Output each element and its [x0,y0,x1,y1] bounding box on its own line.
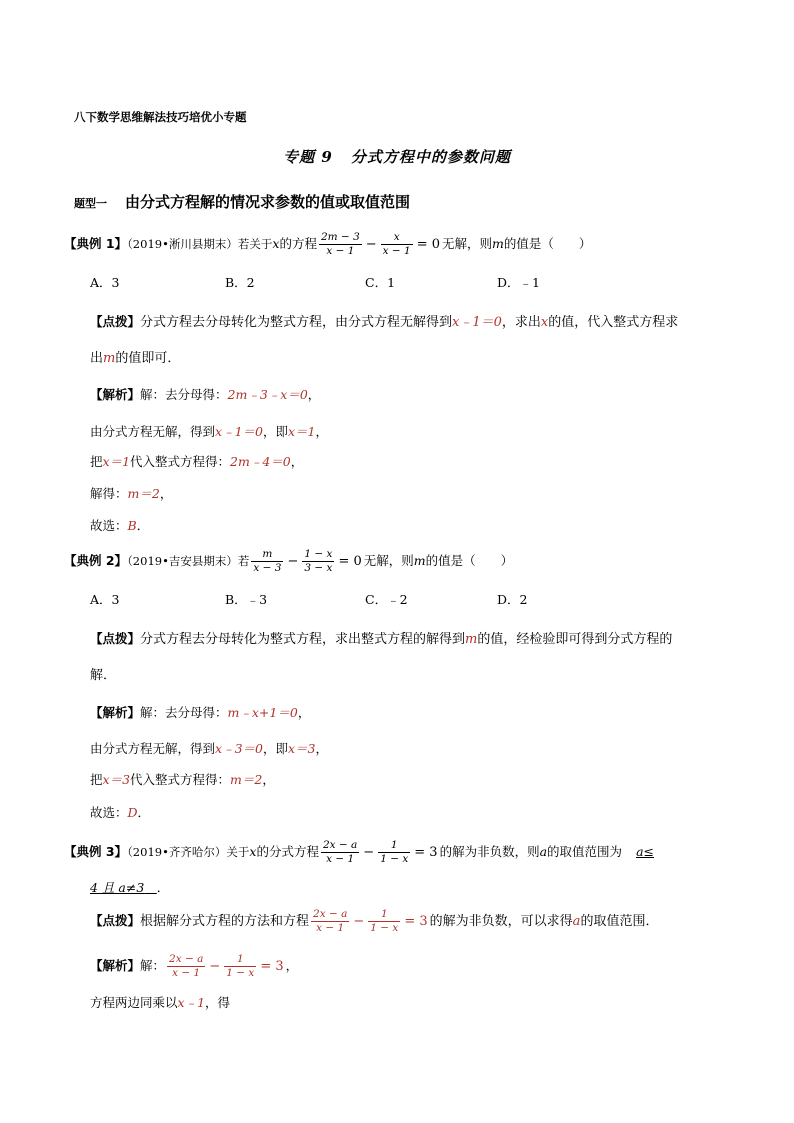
ex2-tail2: 的值是（ ） [425,553,514,568]
ex1-tip2-var-m: m [103,351,116,366]
ex3-tip-line1 [90,908,658,935]
ex3-eq: = 3 [414,845,438,860]
ex1-sol2-e: ， [315,424,329,439]
ex3-fraction-2 [378,839,410,866]
ex2-option-b: B．﹣3 [225,592,268,607]
ex2-label: 【典例 2】 [64,553,128,568]
ex1-tip-text-c: ，求出 [501,315,541,330]
ex1-question [64,231,591,258]
ex1-sol2-c: ，即 [262,424,288,439]
ex2-tip-line1 [90,628,672,647]
ex1-source: （2019•淅川县期末）若关于 [127,237,273,251]
ex1-sol4-a: 解得： [90,486,128,501]
ex3-label: 【典例 3】 [64,844,128,859]
ex1-tail: 无解，则 [442,236,493,251]
section-text: 由分式方程解的情况求参数的值或取值范围 [125,193,411,211]
ex3-tip-minus: − [353,914,365,929]
ex2-sol2-c: ，即 [262,741,288,756]
ex3-tip-var-a: a [572,914,581,929]
ex3-source: （2019•齐齐哈尔）关于 [127,845,250,859]
ex2-eq: = 0 [338,554,362,569]
ex2-frac2-den: 3 − x [304,562,333,574]
ex1-sol-label: 【解析】 [90,387,141,402]
ex2-sol5-c: ． [137,805,151,820]
section-tag: 题型一 [74,197,107,210]
ex1-sol1-eq: 2m﹣3﹣x＝0 [227,387,308,402]
ex2-sol2-d: x＝3 [288,741,316,756]
ex3-sol-eq: = 3 [260,959,284,974]
ex1-sol2-eq: x﹣1＝0 [215,424,263,439]
ex1-tip-line1 [90,311,678,330]
ex3-frac1-den: x − 1 [321,852,359,866]
ex1-eq: = 0 [416,237,441,252]
ex3-var-x: x [249,844,257,859]
ex1-tip-text-a: 分式方程去分母转化为整式方程，由分式方程无解得到 [140,315,453,330]
ex1-sol1-c: ， [307,387,321,402]
ex2-minus: − [287,554,299,569]
ex2-tip-text-c: 的值，经检验即可得到分式方程的 [477,632,673,647]
ex2-sol-line3 [90,770,275,788]
ex3-question-line2 [90,878,169,896]
ex3-sol1-a: 解： [140,958,166,973]
ex3-mid: 的分式方程 [256,844,319,859]
ex1-sol4-b: m＝2 [127,486,160,501]
ex1-var-m: m [492,236,504,251]
ex1-frac1-num: 2m − 3 [320,231,360,243]
ex2-sol5-b: D [127,805,138,820]
ex3-tip-frac2-num: 1 [380,908,388,920]
ex1-tip2-c: 的值即可． [115,351,181,366]
ex1-tip-line2 [90,347,180,366]
ex1-sol2-a: 由分式方程无解，得到 [90,424,216,439]
ex2-sol-line5 [90,803,150,821]
ex3-minus: − [363,845,375,860]
ex3-sol1-c: ， [285,958,299,973]
ex3-var-a: a [539,844,548,859]
ex1-sol5-b: B [127,518,137,533]
ex3-tip-frac1-num: 2x − a [313,908,348,920]
ex2-fraction-2 [302,548,334,575]
ex2-sol1-c: ， [297,705,311,720]
ex1-tip-text-e: 的值，代入整式方程求 [548,315,679,330]
ex2-tip-var-m: m [465,632,478,647]
ex1-frac2-den: x − 1 [382,245,411,257]
ex1-option-a: A．3 [90,275,120,290]
ex3-tip-fraction-2 [368,908,400,935]
ex3-sol-line2 [90,993,230,1011]
ex2-sol3-d: m＝2 [230,772,263,787]
ex3-tip-text-d: 的取值范围． [580,914,659,929]
ex2-option-d: D．2 [497,592,528,607]
ex1-label: 【典例 1】 [64,236,128,251]
ex1-sol1-a: 解：去分母得： [140,387,228,402]
ex3-tip-fraction-1 [311,908,349,935]
ex2-sol5-a: 故选： [90,805,128,820]
ex2-sol3-b: x＝3 [102,772,131,787]
ex1-option-c: C．1 [365,275,396,290]
ex3-tip-label: 【点拨】 [90,913,141,928]
ex2-sol-label: 【解析】 [90,705,141,720]
ex1-tail2: 的值是（ ） [503,236,592,251]
ex3-tip-text-a: 根据解分式方程的方法和方程 [140,914,310,929]
ex2-tip-text-a: 分式方程去分母转化为整式方程，求出整式方程的解得到 [140,632,466,647]
ex1-sol2-d: x＝1 [288,424,316,439]
ex3-sol-frac1-den: x − 1 [167,966,205,980]
section-heading [74,191,410,212]
ex2-tail: 无解，则 [363,553,414,568]
ex1-sol5-a: 故选： [90,518,128,533]
ex1-option-d: D．﹣1 [497,275,540,290]
ex3-frac2-num: 1 [390,839,398,851]
ex1-sol-line5 [90,516,149,534]
ex2-sol2-eq: x﹣3＝0 [215,741,263,756]
ex2-source: （2019•吉安县期末）若 [127,554,250,568]
ex2-tip-line2: 解． [90,668,117,683]
ex1-sol3-b: x＝1 [102,454,131,469]
ex3-tip-text-b: 的解为非负数，可以求得 [429,914,573,929]
ex2-sol-line1 [90,703,310,721]
ex3-sol-line1 [90,953,298,980]
ex2-option-c: C．﹣2 [365,592,408,607]
ex3-fraction-1 [321,839,359,866]
ex1-tip-label: 【点拨】 [90,314,141,329]
ex2-sol-line2 [90,739,328,757]
title-number: 专题 9 [283,148,333,166]
ex3-tip-frac1-den: x − 1 [311,921,349,935]
ex1-fraction-1 [319,231,362,258]
ex3-sol2-b: x﹣1 [177,995,206,1010]
ex2-sol3-e: ， [262,772,275,787]
ex3-tip-frac2-den: 1 − x [370,922,399,934]
ex2-fraction-1 [251,548,283,575]
ex3-question [64,839,654,866]
ex1-tip2-a: 出 [90,351,104,366]
ex1-sol-line3 [90,452,303,470]
ex3-frac1-num: 2x − a [322,839,358,851]
ex2-sol2-a: 由分式方程无解，得到 [90,741,216,756]
ex1-mid: 的方程 [279,236,317,251]
ex2-option-a: A．3 [90,592,120,607]
ex2-sol3-a: 把 [90,772,103,787]
ex3-sol-fraction-2 [224,953,256,980]
page-title [0,146,794,167]
ex2-sol1-eq: m﹣x+1＝0 [227,705,298,720]
ex3-sol-fraction-1 [167,953,205,980]
ex3-sol2-a: 方程两边同乘以 [90,995,178,1010]
ex2-sol3-c: 代入整式方程得： [130,772,231,787]
ex1-sol3-e: ， [290,454,304,469]
ex3-answer-part2: 4 且 a≠3 [90,880,145,895]
ex3-tip-eq: = 3 [404,914,428,929]
ex3-sol2-c: ，得 [205,995,231,1010]
ex1-sol-line2 [90,422,328,440]
title-text: 分式方程中的参数问题 [350,148,511,166]
ex3-answer-part1: a≤ [636,844,654,859]
ex1-minus: − [365,237,377,252]
ex3-tail: 的解为非负数，则 [439,844,540,859]
ex1-sol-line1 [90,385,320,403]
ex3-sol-frac1-num: 2x − a [169,953,204,965]
ex1-frac1-den: x − 1 [319,244,362,258]
ex3-sol-minus: − [209,959,221,974]
ex1-sol3-d: 2m﹣4＝0 [230,454,291,469]
ex1-fraction-2 [381,231,413,258]
ex2-frac1-den: x − 3 [253,562,282,574]
ex1-sol4-c: ， [159,486,173,501]
ex3-tail2: 的取值范围为 [547,844,623,859]
ex2-sol1-a: 解：去分母得： [140,705,228,720]
ex1-sol-line4 [90,484,172,502]
ex1-option-b: B．2 [225,275,255,290]
ex1-sol3-a: 把 [90,454,103,469]
ex1-frac2-num: x [393,231,400,243]
ex2-tip-label: 【点拨】 [90,631,141,646]
ex3-sol-frac2-num: 1 [236,953,244,965]
ex2-question [64,548,513,575]
ex1-sol3-c: 代入整式方程得： [130,454,231,469]
ex3-sol-label: 【解析】 [90,958,141,973]
ex3-sol-frac2-den: 1 − x [226,967,255,979]
ex3-answer-end: ． [156,880,170,895]
ex2-frac1-num: m [262,548,273,560]
ex2-frac2-num: 1 − x [304,548,333,560]
ex1-var-x: x [272,236,280,251]
ex3-frac2-den: 1 − x [380,853,409,865]
ex1-tip-eq: x﹣1＝0 [452,315,502,330]
ex1-tip-var-x: x [540,315,549,330]
ex1-sol5-c: ． [136,518,150,533]
ex2-var-m: m [413,553,426,568]
page-header: 八下数学思维解法技巧培优小专题 [74,110,247,124]
ex2-sol2-e: ， [315,741,329,756]
